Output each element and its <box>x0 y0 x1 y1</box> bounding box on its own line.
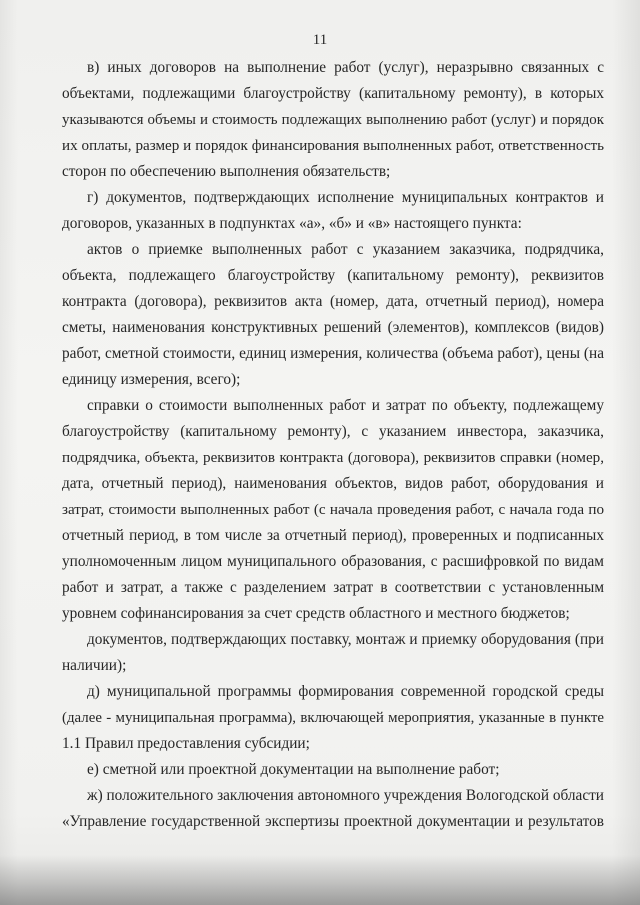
text-line: отчетный период, в том числе за отчетный период), проверенных и подписанных <box>62 527 604 544</box>
text-line: в) иных договоров на выполнение работ (услуг), неразрывно связанных с <box>87 59 604 76</box>
text-line: благоустройству (капитальному ремонту), с указанием инвестора, заказчика, <box>62 423 604 440</box>
text-line: «Управление государственной экспертизы проектной документации и результатов <box>62 813 604 830</box>
text-line: подрядчика, объекта, реквизитов контракта (договора), реквизитов справки (номер, <box>62 450 604 466</box>
paragraph <box>62 185 604 237</box>
text-line: работ и затрат, а также с разделением затрат в соответствии с установленным <box>62 579 604 596</box>
scan-edge-shadow-right <box>612 0 640 905</box>
text-line: ж) положительного заключения автономного учреждения Вологодской области <box>87 787 604 804</box>
scan-edge-shadow-left <box>0 0 18 905</box>
text-line: единицу измерения, всего); <box>62 371 241 388</box>
text-line: затрат, стоимости выполненных работ (с начала проведения работ, с начала года по <box>62 502 604 518</box>
text-line: сметы, наименования конструктивных решений (элементов), комплексов (видов) <box>62 319 604 336</box>
text-line: (далее - муниципальная программа), включающей мероприятия, указанные в пункте <box>62 710 604 726</box>
text-line: дата, отчетный период), наименования объектов, видов работ, оборудования и <box>62 475 604 492</box>
paragraph <box>62 679 604 757</box>
text-line: уровнем софинансирования за счет средств областного и местного бюджетов; <box>62 605 570 622</box>
text-line: объекта, подлежащего благоустройству (капитальному ремонту), реквизитов <box>62 267 604 284</box>
paragraph <box>62 237 604 393</box>
page-number: 11 <box>312 32 328 48</box>
text-line: 1.1 Правил предоставления субсидии; <box>62 735 310 752</box>
paragraph <box>62 757 604 783</box>
paragraph <box>62 55 604 185</box>
paragraph <box>62 627 604 679</box>
text-line: работ, сметной стоимости, единиц измерения, количества (объема работ), цены (на <box>62 345 604 362</box>
scan-edge-shadow-bottom <box>0 855 640 905</box>
document-body <box>62 55 604 835</box>
text-line: объектами, подлежащими благоустройству (капитальному ремонту), в которых <box>62 85 604 102</box>
text-line: наличии); <box>62 657 127 674</box>
text-line: их оплаты, размер и порядок финансирования выполненных работ, ответственность <box>62 138 604 154</box>
paragraph <box>62 393 604 627</box>
text-line: справки о стоимости выполненных работ и затрат по объекту, подлежащему <box>87 397 604 414</box>
text-line: актов о приемке выполненных работ с указанием заказчика, подрядчика, <box>87 241 604 258</box>
paragraph <box>62 783 604 835</box>
text-line: контракта (договора), реквизитов акта (номер, дата, отчетный период), номера <box>62 293 604 310</box>
text-line: сторон по обеспечению выполнения обязательств; <box>62 163 391 180</box>
text-line: д) муниципальной программы формирования современной городской среды <box>87 683 604 700</box>
text-line: е) сметной или проектной документации на выполнение работ; <box>87 761 500 778</box>
text-line: договоров, указанных в подпунктах «а», «б» и «в» настоящего пункта: <box>62 215 522 232</box>
text-line: г) документов, подтверждающих исполнение муниципальных контрактов и <box>87 189 604 206</box>
text-line: указываются объемы и стоимость подлежащих выполнению работ (услуг) и порядок <box>62 112 604 128</box>
text-line: уполномоченным лицом муниципального образования, с расшифровкой по видам <box>62 553 604 570</box>
text-line: документов, подтверждающих поставку, монтаж и приемку оборудования (при <box>87 631 604 648</box>
